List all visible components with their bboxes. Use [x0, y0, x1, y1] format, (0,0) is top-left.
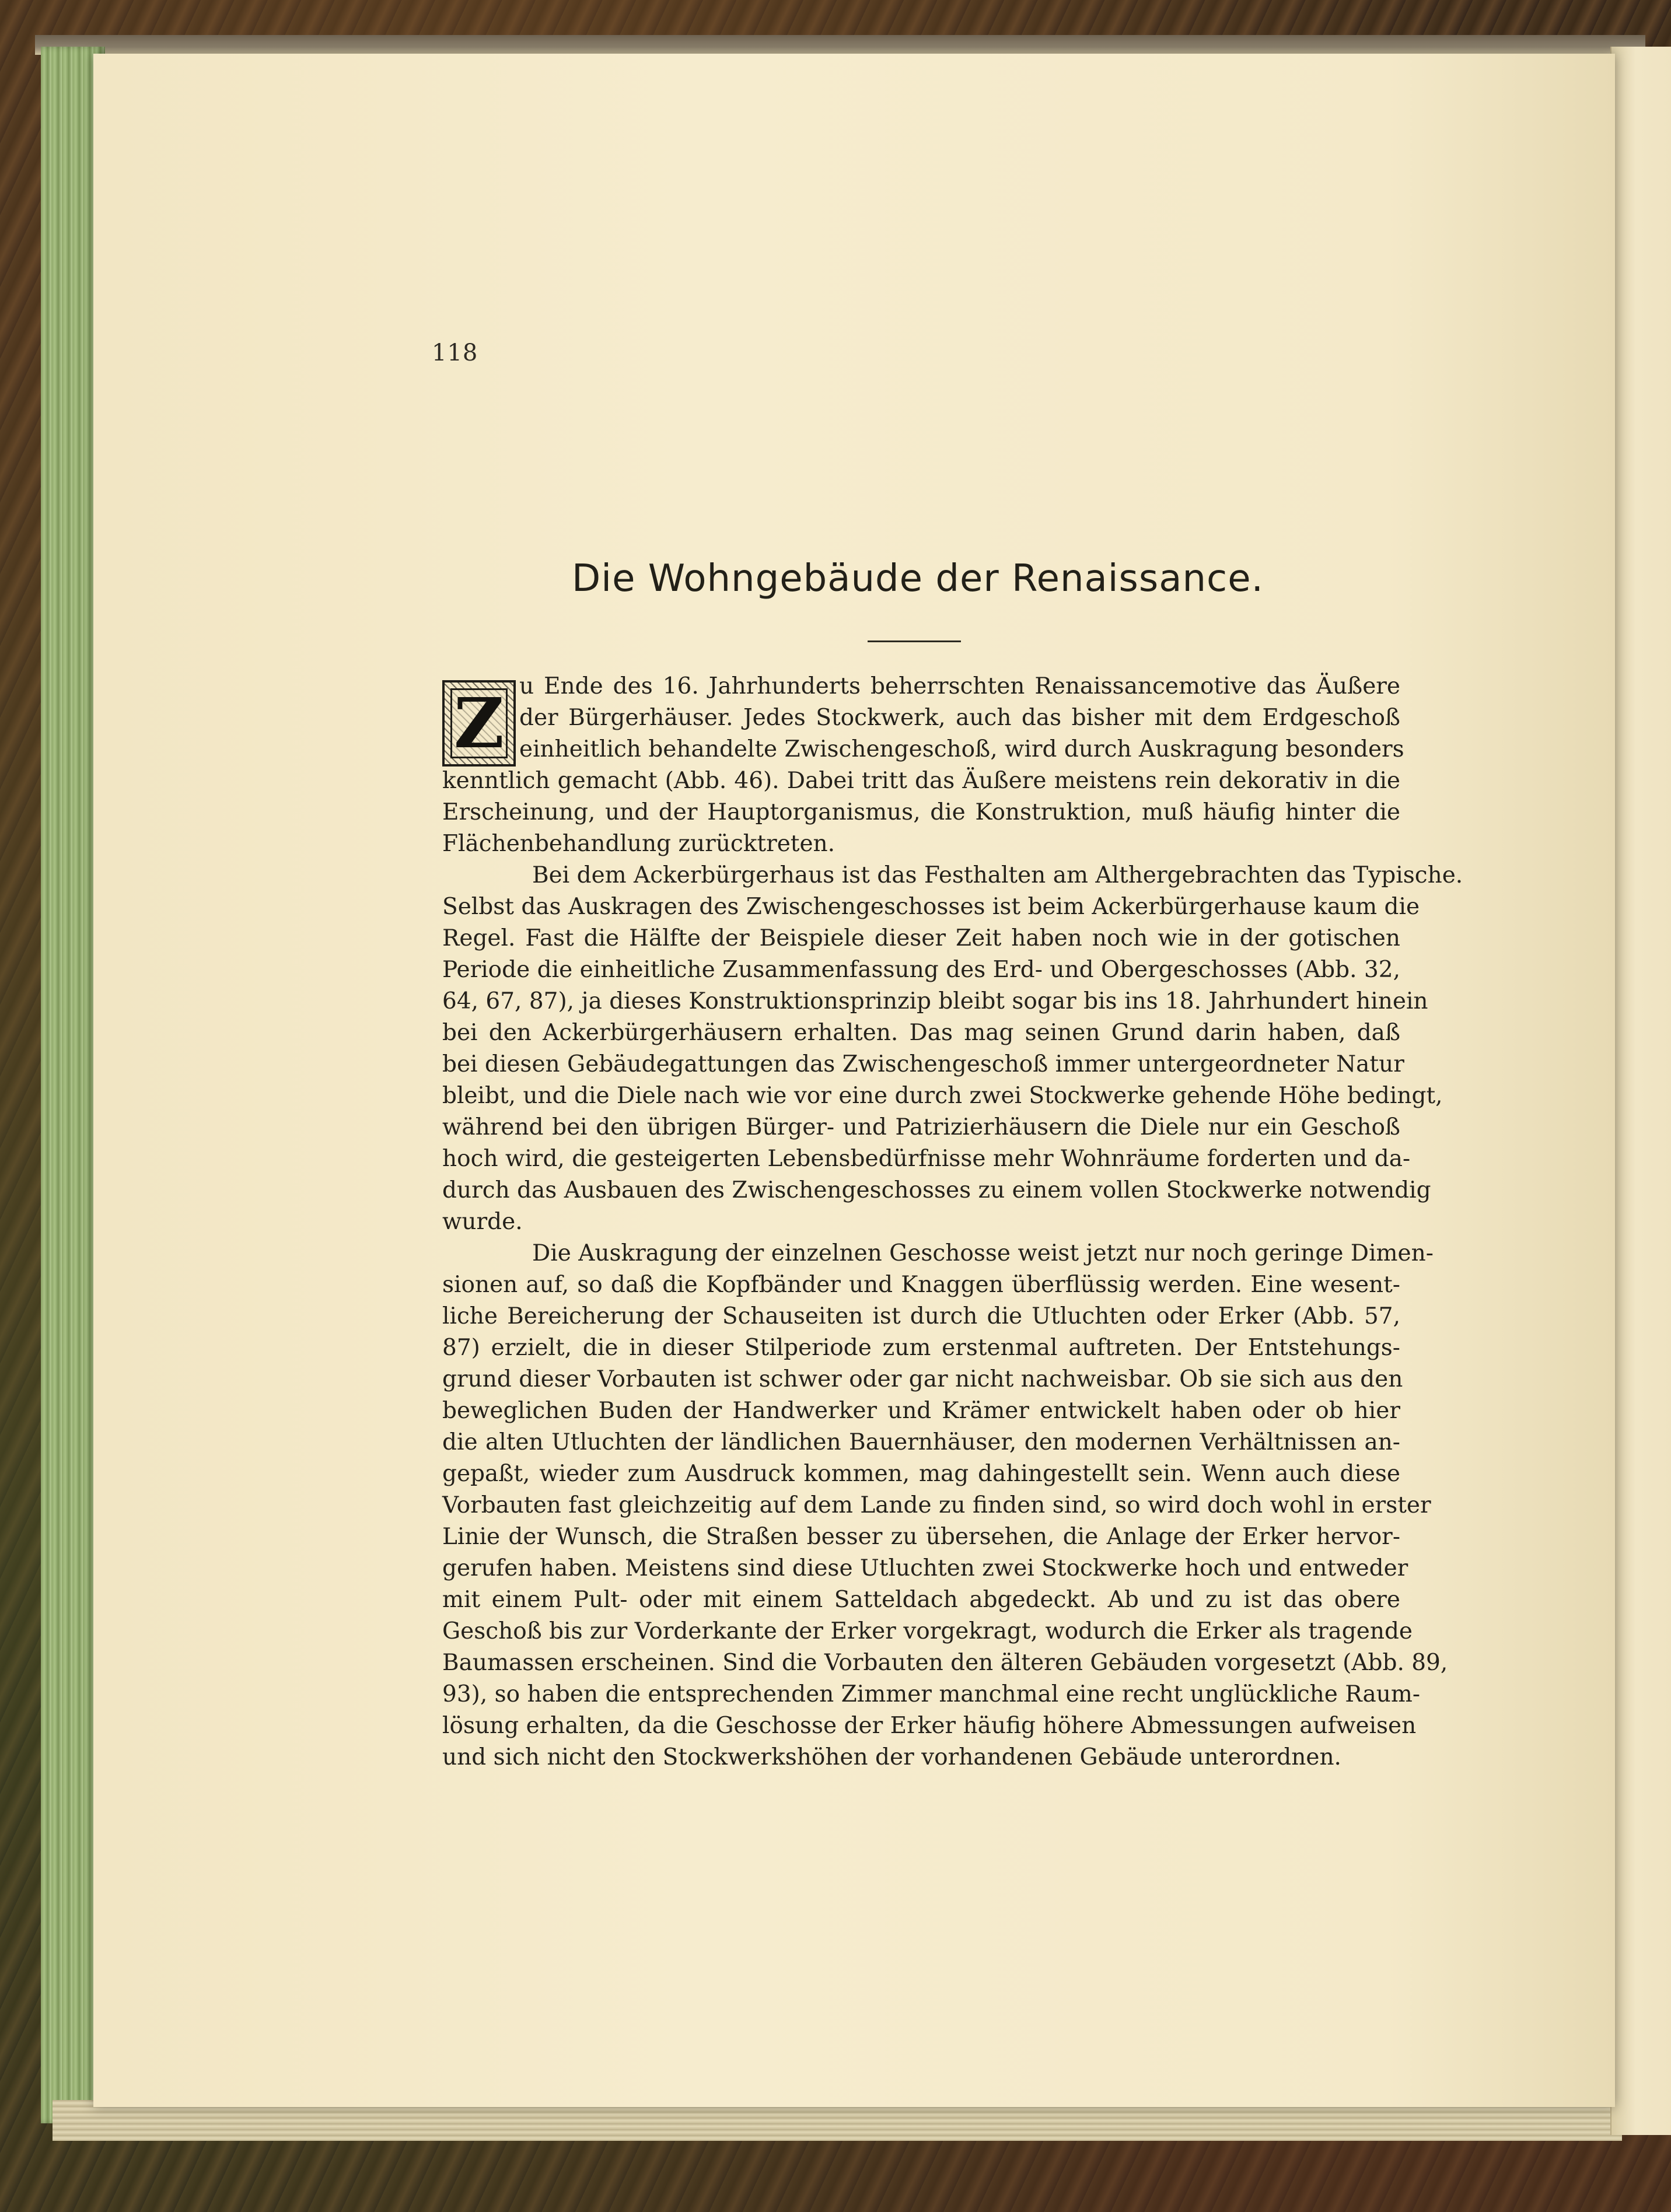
text-line: bleibt, und die Diele nach wie vor eine durch zwei Stockwerke gehende Höhe bedingt, — [442, 1083, 1443, 1109]
text-line: mit einem Pult- oder mit einem Satteldach abgedeckt. Ab und zu ist das obere — [442, 1587, 1400, 1613]
text-line: gepaßt, wieder zum Ausdruck kommen, mag dahingestellt sein. Wenn auch diese — [442, 1461, 1400, 1487]
chapter-title: Die Wohngebäude der Renaissance. — [572, 557, 1264, 600]
text-line: Flächenbehandlung zurücktreten. — [442, 831, 836, 857]
text-line: Die Auskragung der einzelnen Geschosse weist jetzt nur noch geringe Dimen- — [532, 1240, 1434, 1266]
text-line: lösung erhalten, da die Geschosse der Erker häufig höhere Abmessungen aufweisen — [442, 1713, 1417, 1739]
text-line: bei den Ackerbürgerhäusern erhalten. Das mag seinen Grund darin haben, daß — [442, 1020, 1400, 1046]
text-line: bei diesen Gebäudegattungen das Zwischengeschoß immer untergeordneter Natur — [442, 1051, 1404, 1077]
text-line: der Bürgerhäuser. Jedes Stockwerk, auch das bisher mit dem Erdgeschoß — [519, 705, 1400, 731]
text-line: Vorbauten fast gleichzeitig auf dem Lande zu finden sind, so wird doch wohl in erster — [442, 1492, 1431, 1518]
text-line: u Ende des 16. Jahrhunderts beherrschten Renaissancemotive das Äußere — [519, 673, 1400, 699]
text-line: liche Bereicherung der Schauseiten ist durch die Utluchten oder Erker (Abb. 57, — [442, 1303, 1400, 1329]
text-line: Periode die einheitliche Zusammenfassung des Erd- und Obergeschosses (Abb. 32, — [442, 957, 1400, 983]
text-line: während bei den übrigen Bürger- und Patrizierhäusern die Diele nur ein Geschoß — [442, 1114, 1400, 1140]
title-divider — [868, 640, 961, 642]
text-line: und sich nicht den Stockwerkshöhen der vorhandenen Gebäude unterordnen. — [442, 1744, 1341, 1770]
text-line: 87) erzielt, die in dieser Stilperiode zum erstenmal auftreten. Der Entstehungs- — [442, 1335, 1400, 1361]
facing-page-edge — [1610, 47, 1671, 2135]
body-text — [442, 671, 1463, 1773]
text-line: Linie der Wunsch, die Straßen besser zu übersehen, die Anlage der Erker hervor- — [442, 1524, 1400, 1550]
text-line: 93), so haben die entsprechenden Zimmer manchmal eine recht unglückliche Raum- — [442, 1681, 1421, 1707]
text-line: durch das Ausbauen des Zwischengeschosses zu einem vollen Stockwerke notwendig — [442, 1177, 1431, 1203]
text-line: Baumassen erscheinen. Sind die Vorbauten den älteren Gebäuden vorgesetzt (Abb. 89, — [442, 1650, 1448, 1676]
text-line: Erscheinung, und der Hauptorganismus, die Konstruktion, muß häufig hinter die — [442, 799, 1400, 825]
text-line: die alten Utluchten der ländlichen Bauernhäuser, den modernen Verhältnissen an- — [442, 1429, 1400, 1455]
drop-cap-letter: Z — [450, 688, 508, 758]
page-number: 118 — [432, 340, 478, 366]
text-line: 64, 67, 87), ja dieses Konstruktionsprinzip bleibt sogar bis ins 18. Jahrhundert hinein — [442, 988, 1428, 1014]
text-line: grund dieser Vorbauten ist schwer oder gar nicht nachweisbar. Ob sie sich aus den — [442, 1366, 1403, 1392]
text-line: hoch wird, die gesteigerten Lebensbedürfnisse mehr Wohnräume forderten und da- — [442, 1146, 1411, 1172]
text-line: kenntlich gemacht (Abb. 46). Dabei tritt das Äußere meistens rein dekorativ in die — [442, 768, 1400, 794]
text-line: Selbst das Auskragen des Zwischengeschosses ist beim Ackerbürgerhause kaum die — [442, 894, 1420, 920]
text-line: wurde. — [442, 1209, 523, 1235]
book-top-edge — [35, 35, 1645, 55]
text-line: Geschoß bis zur Vorderkante der Erker vorgekragt, wodurch die Erker als tragende — [442, 1618, 1413, 1644]
text-line: beweglichen Buden der Handwerker und Krämer entwickelt haben oder ob hier — [442, 1398, 1400, 1424]
text-line: Regel. Fast die Hälfte der Beispiele dieser Zeit haben noch wie in der gotischen — [442, 925, 1400, 951]
text-line: sionen auf, so daß die Kopfbänder und Knaggen überflüssig werden. Eine wesent- — [442, 1272, 1400, 1298]
text-line: Bei dem Ackerbürgerhaus ist das Festhalten am Althergebrachten das Typische. — [532, 862, 1463, 888]
text-line: gerufen haben. Meistens sind diese Utluchten zwei Stockwerke hoch und entweder — [442, 1555, 1408, 1581]
text-line: einheitlich behandelte Zwischengeschoß, wird durch Auskragung besonders — [519, 736, 1404, 762]
